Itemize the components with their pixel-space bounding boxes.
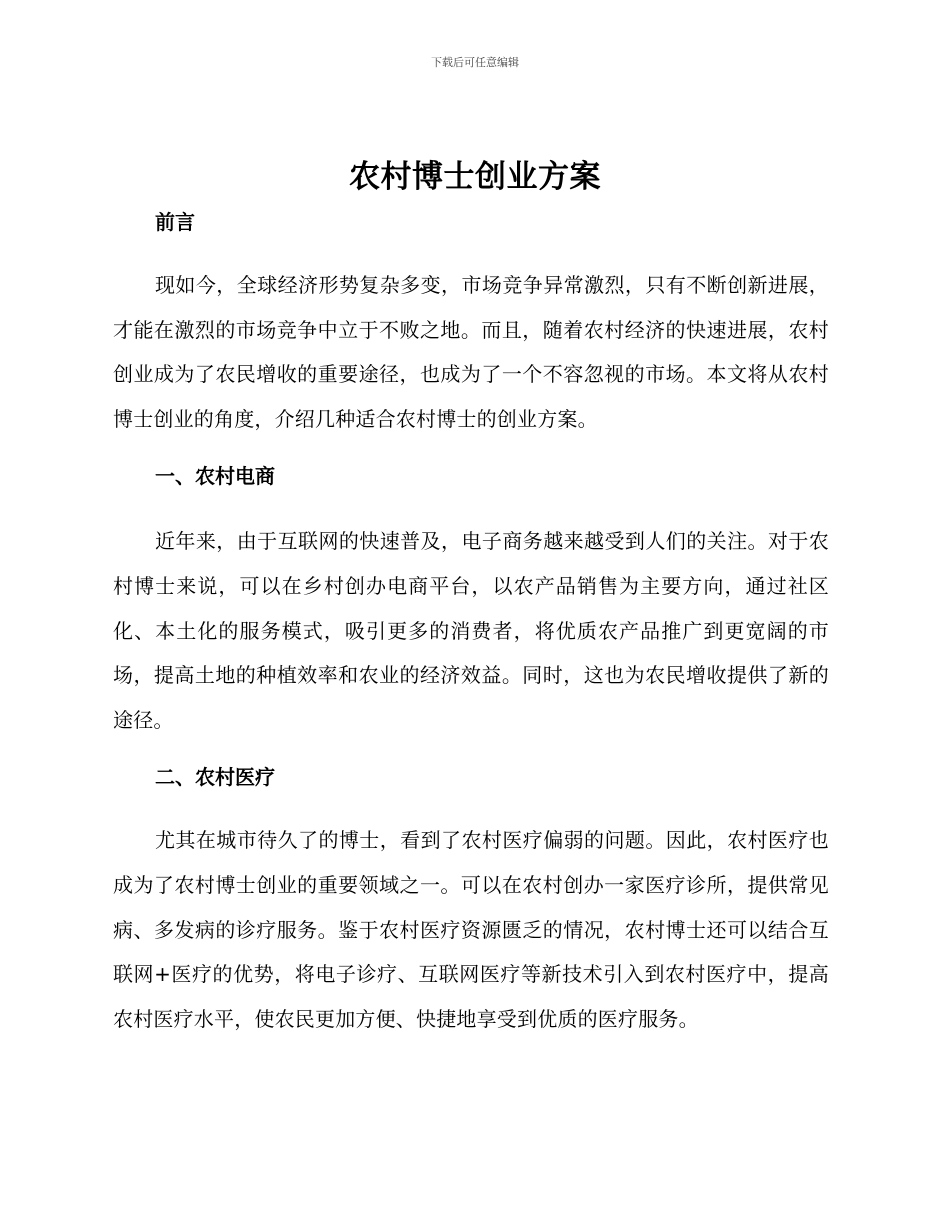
section-heading-rural-ecommerce: 一、农村电商 [155,464,275,489]
document-body [113,206,829,1041]
page-header: 下载后可任意编辑 [431,56,519,69]
document-title: 农村博士创业方案 [349,159,601,195]
section-paragraph-rural-ecommerce: 近年来，由于互联网的快速普及，电子商务越来越受到人们的关注。对于农村博士来说，可以在乡村创办电商平台，以农产品销售为主要方向，通过社区化、本土化的服务模式，吸引更多的消费者，将优质农产品推广到更宽阔的市场，提高土地的种植效率和农业的经济效益。同时，这也为农民增收提供了新的途径。 [113,529,829,732]
section-paragraph-rural-medical: 尤其在城市待久了的博士，看到了农村医疗偏弱的问题。因此，农村医疗也成为了农村博士创业的重要领域之一。可以在农村创办一家医疗诊所，提供常见病、多发病的诊疗服务。鉴于农村医疗资源匮乏的情况，农村博士还可以结合互联网+医疗的优势，将电子诊疗、互联网医疗等新技术引入到农村医疗中，提高农村医疗水平，使农民更加方便、快捷地享受到优质的医疗服务。 [113,828,829,1031]
section-paragraph-preface: 现如今，全球经济形势复杂多变，市场竞争异常激烈，只有不断创新进展，才能在激烈的市场竞争中立于不败之地。而且，随着农村经济的快速进展，农村创业成为了农民增收的重要途径，也成为了一个不容忽视的市场。本文将从农村博士创业的角度，介绍几种适合农村博士的创业方案。 [113,273,829,431]
section-heading-preface: 前言 [155,210,195,234]
section-heading-rural-medical: 二、农村医疗 [155,765,275,790]
